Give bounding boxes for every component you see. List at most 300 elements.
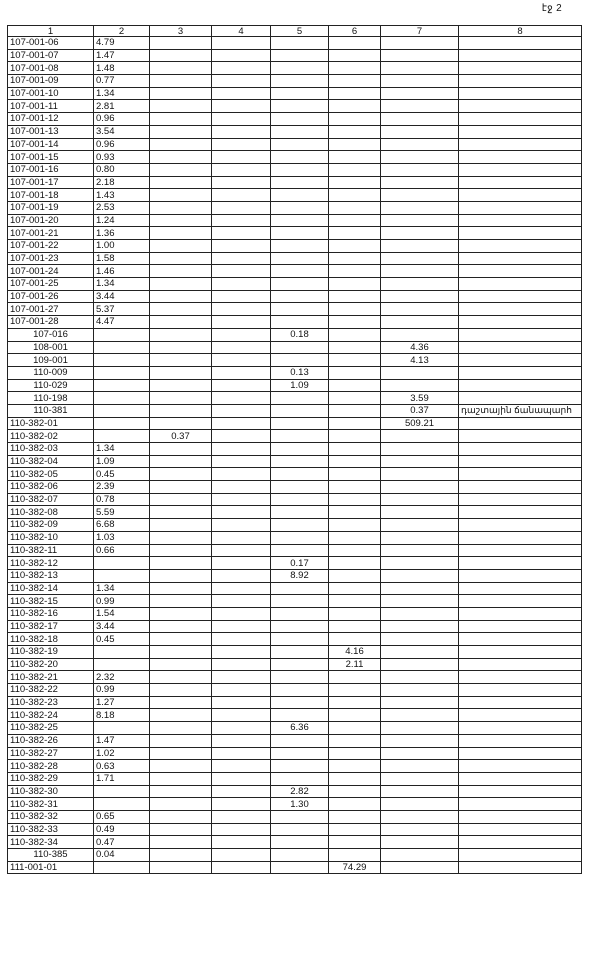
empty-cell: [459, 113, 582, 126]
empty-cell: [94, 417, 150, 430]
table-row: [8, 278, 582, 291]
empty-cell: [459, 620, 582, 633]
empty-cell: [94, 646, 150, 659]
empty-cell: [150, 100, 212, 113]
area-value-cell: 0.77: [94, 75, 150, 88]
empty-cell: [150, 163, 212, 176]
empty-cell: [212, 798, 271, 811]
area-value-cell: 1.54: [94, 607, 150, 620]
parcel-code-cell: 107-001-14: [8, 138, 94, 151]
parcel-code-cell: 110-382-33: [8, 823, 94, 836]
empty-cell: [381, 214, 459, 227]
empty-cell: [381, 506, 459, 519]
table-row: [8, 620, 582, 633]
empty-cell: [212, 709, 271, 722]
empty-cell: [459, 734, 582, 747]
empty-cell: [329, 278, 381, 291]
empty-cell: [271, 430, 329, 443]
empty-cell: [459, 544, 582, 557]
empty-cell: [150, 772, 212, 785]
empty-cell: [459, 227, 582, 240]
empty-cell: [212, 722, 271, 735]
empty-cell: [212, 734, 271, 747]
empty-cell: [381, 798, 459, 811]
empty-cell: [459, 569, 582, 582]
empty-cell: [381, 278, 459, 291]
area-value-cell: 3.44: [94, 620, 150, 633]
empty-cell: [381, 531, 459, 544]
empty-cell: [271, 100, 329, 113]
parcel-code-cell: 110-382-28: [8, 760, 94, 773]
empty-cell: [212, 443, 271, 456]
empty-cell: [459, 849, 582, 862]
empty-cell: [381, 138, 459, 151]
empty-cell: [329, 100, 381, 113]
parcel-code-cell: 110-382-14: [8, 582, 94, 595]
empty-cell: [271, 278, 329, 291]
empty-cell: [459, 328, 582, 341]
area-value-cell: 2.81: [94, 100, 150, 113]
empty-cell: [271, 214, 329, 227]
empty-cell: [150, 531, 212, 544]
area-value-cell: 4.47: [94, 316, 150, 329]
area-value-cell: 1.27: [94, 696, 150, 709]
area-value-cell: 0.18: [271, 328, 329, 341]
table-row: [8, 734, 582, 747]
area-value-cell: 1.34: [94, 87, 150, 100]
empty-cell: [381, 240, 459, 253]
parcel-code-cell: 110-382-04: [8, 455, 94, 468]
empty-cell: [459, 493, 582, 506]
empty-cell: [381, 493, 459, 506]
area-value-cell: 1.58: [94, 252, 150, 265]
empty-cell: [381, 569, 459, 582]
table-row: [8, 772, 582, 785]
empty-cell: [271, 163, 329, 176]
empty-cell: [459, 151, 582, 164]
column-header: 6: [329, 26, 381, 37]
empty-cell: [212, 557, 271, 570]
empty-cell: [150, 569, 212, 582]
empty-cell: [271, 316, 329, 329]
parcel-code-cell: 107-001-27: [8, 303, 94, 316]
empty-cell: [212, 582, 271, 595]
empty-cell: [150, 354, 212, 367]
table-row: [8, 493, 582, 506]
empty-cell: [329, 569, 381, 582]
parcel-code-cell: 110-382-06: [8, 481, 94, 494]
empty-cell: [381, 760, 459, 773]
parcel-code-cell: 110-382-32: [8, 810, 94, 823]
table-row: [8, 519, 582, 532]
parcel-code-cell: 110-382-10: [8, 531, 94, 544]
table-row: [8, 430, 582, 443]
column-header: 4: [212, 26, 271, 37]
empty-cell: [459, 290, 582, 303]
empty-cell: [329, 455, 381, 468]
parcel-code-cell: 107-001-11: [8, 100, 94, 113]
empty-cell: [212, 303, 271, 316]
empty-cell: [329, 201, 381, 214]
empty-cell: [381, 455, 459, 468]
empty-cell: [150, 658, 212, 671]
empty-cell: [329, 62, 381, 75]
area-value-cell: 1.24: [94, 214, 150, 227]
parcel-code-cell: 110-382-08: [8, 506, 94, 519]
table-row: [8, 722, 582, 735]
empty-cell: [212, 328, 271, 341]
empty-cell: [459, 633, 582, 646]
empty-cell: [212, 366, 271, 379]
empty-cell: [381, 87, 459, 100]
empty-cell: [150, 316, 212, 329]
area-value-cell: 74.29: [329, 861, 381, 874]
table-row: [8, 633, 582, 646]
table-row: [8, 49, 582, 62]
empty-cell: [329, 404, 381, 417]
empty-cell: [212, 849, 271, 862]
empty-cell: [329, 176, 381, 189]
empty-cell: [150, 37, 212, 50]
empty-cell: [94, 569, 150, 582]
area-value-cell: 0.93: [94, 151, 150, 164]
empty-cell: [212, 620, 271, 633]
empty-cell: [459, 810, 582, 823]
empty-cell: [271, 455, 329, 468]
column-header: 1: [8, 26, 94, 37]
empty-cell: [329, 734, 381, 747]
table-row: [8, 684, 582, 697]
empty-cell: [329, 747, 381, 760]
area-value-cell: 4.36: [381, 341, 459, 354]
table-cell-note: [459, 404, 582, 417]
empty-cell: [271, 709, 329, 722]
parcel-code-cell: 110-382-22: [8, 684, 94, 697]
empty-cell: [150, 214, 212, 227]
parcel-code-cell: 110-382-19: [8, 646, 94, 659]
empty-cell: [150, 278, 212, 291]
empty-cell: [271, 595, 329, 608]
empty-cell: [381, 696, 459, 709]
empty-cell: [381, 709, 459, 722]
parcel-code-cell: 110-382-02: [8, 430, 94, 443]
area-value-cell: 0.49: [94, 823, 150, 836]
table-row: [8, 100, 582, 113]
empty-cell: [329, 303, 381, 316]
table-row: [8, 176, 582, 189]
table-row: [8, 151, 582, 164]
empty-cell: [381, 468, 459, 481]
empty-cell: [329, 87, 381, 100]
empty-cell: [381, 519, 459, 532]
empty-cell: [212, 810, 271, 823]
empty-cell: [459, 278, 582, 291]
empty-cell: [459, 87, 582, 100]
area-value-cell: 0.66: [94, 544, 150, 557]
area-value-cell: 4.16: [329, 646, 381, 659]
parcel-code-cell: 110-382-18: [8, 633, 94, 646]
parcel-code-cell: 109-001: [8, 354, 94, 367]
empty-cell: [150, 455, 212, 468]
empty-cell: [381, 633, 459, 646]
empty-cell: [212, 569, 271, 582]
empty-cell: [212, 772, 271, 785]
empty-cell: [150, 240, 212, 253]
table-row: [8, 531, 582, 544]
empty-cell: [212, 201, 271, 214]
empty-cell: [329, 392, 381, 405]
parcel-code-cell: 107-016: [8, 328, 94, 341]
empty-cell: [329, 506, 381, 519]
area-value-cell: 0.96: [94, 138, 150, 151]
parcel-code-cell: 110-382-30: [8, 785, 94, 798]
empty-cell: [459, 468, 582, 481]
empty-cell: [212, 607, 271, 620]
empty-cell: [271, 62, 329, 75]
table-row: [8, 303, 582, 316]
table-row: [8, 328, 582, 341]
empty-cell: [271, 810, 329, 823]
empty-cell: [381, 722, 459, 735]
area-value-cell: 8.18: [94, 709, 150, 722]
empty-cell: [381, 544, 459, 557]
empty-cell: [271, 620, 329, 633]
table-row: [8, 354, 582, 367]
empty-cell: [329, 189, 381, 202]
parcel-code-cell: 110-382-15: [8, 595, 94, 608]
empty-cell: [212, 531, 271, 544]
table-row: [8, 709, 582, 722]
empty-cell: [381, 772, 459, 785]
empty-cell: [329, 772, 381, 785]
parcel-code-cell: 107-001-06: [8, 37, 94, 50]
empty-cell: [150, 366, 212, 379]
empty-cell: [271, 506, 329, 519]
area-value-cell: 5.59: [94, 506, 150, 519]
parcel-code-cell: 111-001-01: [8, 861, 94, 874]
empty-cell: [212, 62, 271, 75]
empty-cell: [329, 341, 381, 354]
empty-cell: [459, 722, 582, 735]
empty-cell: [271, 646, 329, 659]
empty-cell: [459, 252, 582, 265]
empty-cell: [150, 468, 212, 481]
empty-cell: [459, 100, 582, 113]
area-value-cell: 1.46: [94, 265, 150, 278]
empty-cell: [381, 290, 459, 303]
parcel-code-cell: 110-382-24: [8, 709, 94, 722]
empty-cell: [150, 696, 212, 709]
empty-cell: [271, 404, 329, 417]
empty-cell: [329, 595, 381, 608]
page-number-label: էջ 2: [541, 3, 562, 14]
empty-cell: [271, 75, 329, 88]
empty-cell: [329, 785, 381, 798]
empty-cell: [271, 747, 329, 760]
empty-cell: [381, 658, 459, 671]
area-value-cell: 2.32: [94, 671, 150, 684]
area-value-cell: 2.53: [94, 201, 150, 214]
parcel-code-cell: 107-001-20: [8, 214, 94, 227]
empty-cell: [459, 607, 582, 620]
empty-cell: [150, 404, 212, 417]
empty-cell: [329, 240, 381, 253]
empty-cell: [329, 519, 381, 532]
empty-cell: [459, 341, 582, 354]
empty-cell: [329, 125, 381, 138]
empty-cell: [150, 582, 212, 595]
empty-cell: [329, 379, 381, 392]
empty-cell: [150, 734, 212, 747]
parcel-code-cell: 107-001-22: [8, 240, 94, 253]
area-value-cell: 0.63: [94, 760, 150, 773]
empty-cell: [329, 696, 381, 709]
empty-cell: [150, 620, 212, 633]
table-row: [8, 481, 582, 494]
empty-cell: [459, 772, 582, 785]
empty-cell: [381, 328, 459, 341]
empty-cell: [459, 455, 582, 468]
area-value-cell: 0.96: [94, 113, 150, 126]
empty-cell: [271, 684, 329, 697]
empty-cell: [212, 214, 271, 227]
parcel-code-cell: 110-382-31: [8, 798, 94, 811]
empty-cell: [271, 417, 329, 430]
empty-cell: [150, 633, 212, 646]
empty-cell: [459, 443, 582, 456]
empty-cell: [381, 163, 459, 176]
empty-cell: [459, 316, 582, 329]
area-value-cell: 1.36: [94, 227, 150, 240]
empty-cell: [150, 443, 212, 456]
table-row: [8, 544, 582, 557]
table-row: [8, 163, 582, 176]
empty-cell: [271, 531, 329, 544]
empty-cell: [459, 163, 582, 176]
empty-cell: [459, 189, 582, 202]
empty-cell: [381, 595, 459, 608]
empty-cell: [212, 278, 271, 291]
empty-cell: [271, 252, 329, 265]
empty-cell: [329, 481, 381, 494]
area-value-cell: 2.39: [94, 481, 150, 494]
parcel-code-cell: 108-001: [8, 341, 94, 354]
empty-cell: [150, 113, 212, 126]
parcel-code-cell: 110-385: [8, 849, 94, 862]
empty-cell: [329, 582, 381, 595]
empty-cell: [212, 87, 271, 100]
empty-cell: [212, 658, 271, 671]
area-value-cell: 6.68: [94, 519, 150, 532]
parcel-code-cell: 107-001-23: [8, 252, 94, 265]
empty-cell: [212, 671, 271, 684]
table-row: [8, 849, 582, 862]
empty-cell: [212, 646, 271, 659]
empty-cell: [212, 354, 271, 367]
table-row: [8, 798, 582, 811]
empty-cell: [271, 176, 329, 189]
empty-cell: [329, 163, 381, 176]
empty-cell: [212, 760, 271, 773]
empty-cell: [212, 252, 271, 265]
empty-cell: [381, 607, 459, 620]
empty-cell: [329, 722, 381, 735]
area-value-cell: 1.30: [271, 798, 329, 811]
empty-cell: [459, 62, 582, 75]
empty-cell: [94, 557, 150, 570]
empty-cell: [381, 125, 459, 138]
table-row: [8, 113, 582, 126]
empty-cell: [329, 354, 381, 367]
empty-cell: [150, 506, 212, 519]
empty-cell: [212, 785, 271, 798]
empty-cell: [150, 417, 212, 430]
empty-cell: [150, 493, 212, 506]
parcel-code-cell: 110-382-25: [8, 722, 94, 735]
empty-cell: [212, 379, 271, 392]
empty-cell: [271, 519, 329, 532]
parcel-code-cell: 110-029: [8, 379, 94, 392]
empty-cell: [212, 404, 271, 417]
parcel-code-cell: 110-382-16: [8, 607, 94, 620]
empty-cell: [271, 658, 329, 671]
parcel-code-cell: 110-382-05: [8, 468, 94, 481]
table-row: [8, 595, 582, 608]
empty-cell: [212, 544, 271, 557]
table-row: [8, 582, 582, 595]
parcel-code-cell: 110-381: [8, 404, 94, 417]
area-value-cell: 0.17: [271, 557, 329, 570]
area-value-cell: 2.11: [329, 658, 381, 671]
empty-cell: [329, 468, 381, 481]
empty-cell: [381, 823, 459, 836]
empty-cell: [212, 506, 271, 519]
area-value-cell: 1.71: [94, 772, 150, 785]
header-row: [8, 26, 582, 37]
empty-cell: [271, 290, 329, 303]
empty-cell: [381, 176, 459, 189]
empty-cell: [271, 633, 329, 646]
empty-cell: [459, 531, 582, 544]
parcel-code-cell: 107-001-15: [8, 151, 94, 164]
empty-cell: [329, 252, 381, 265]
table-row: [8, 125, 582, 138]
area-value-cell: 4.13: [381, 354, 459, 367]
empty-cell: [329, 37, 381, 50]
empty-cell: [329, 316, 381, 329]
parcel-code-cell: 107-001-09: [8, 75, 94, 88]
parcel-code-cell: 107-001-25: [8, 278, 94, 291]
empty-cell: [94, 658, 150, 671]
empty-cell: [329, 75, 381, 88]
empty-cell: [212, 151, 271, 164]
empty-cell: [150, 265, 212, 278]
table-row: [8, 341, 582, 354]
empty-cell: [459, 366, 582, 379]
empty-cell: [381, 252, 459, 265]
empty-cell: [150, 303, 212, 316]
empty-cell: [381, 265, 459, 278]
empty-cell: [381, 227, 459, 240]
area-value-cell: 3.59: [381, 392, 459, 405]
table-row: [8, 252, 582, 265]
table-row: [8, 62, 582, 75]
empty-cell: [459, 138, 582, 151]
empty-cell: [459, 747, 582, 760]
empty-cell: [150, 62, 212, 75]
parcel-code-cell: 110-382-01: [8, 417, 94, 430]
empty-cell: [150, 75, 212, 88]
